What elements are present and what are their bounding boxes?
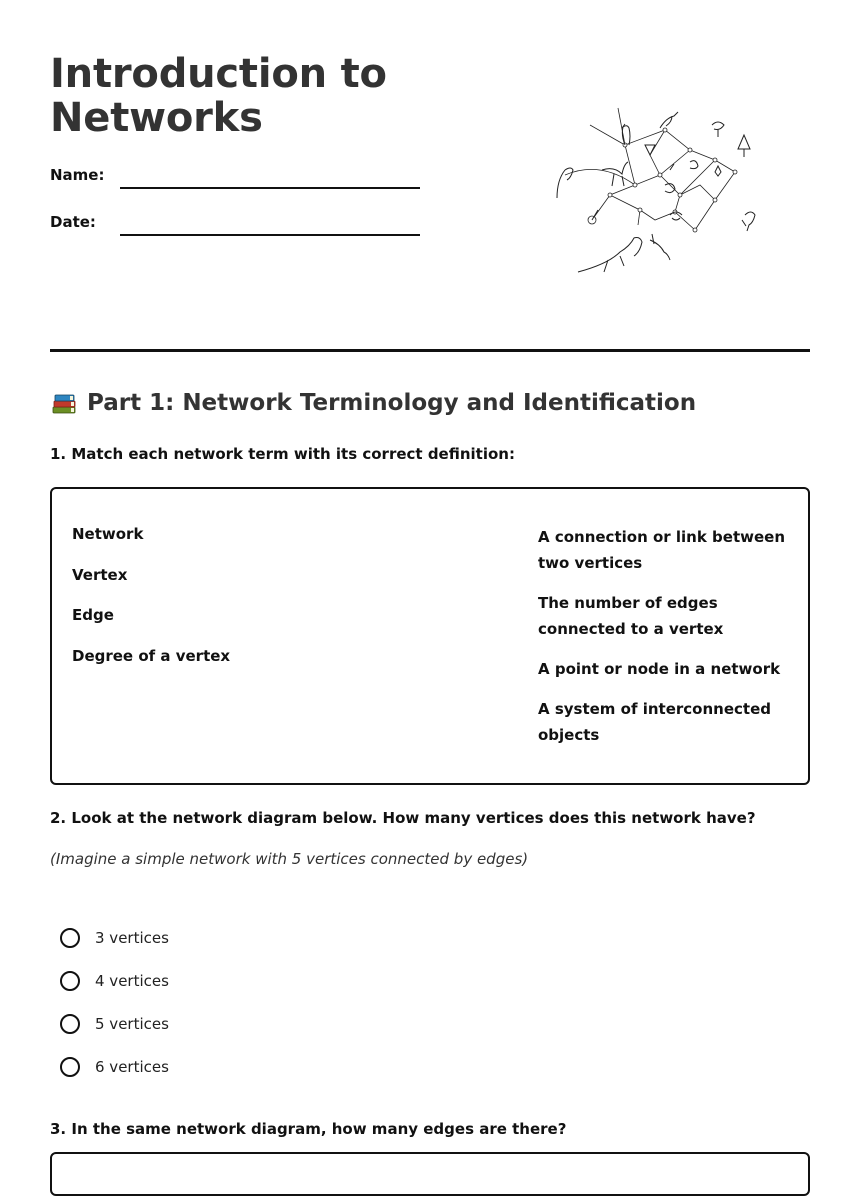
option-label: 3 vertices	[95, 928, 169, 947]
matching-box	[50, 487, 810, 785]
question-2-options	[60, 916, 169, 1088]
option-item[interactable]	[60, 1002, 169, 1045]
network-animals-illustration	[530, 100, 770, 285]
option-label: 5 vertices	[95, 1014, 169, 1033]
date-input-line[interactable]	[120, 234, 420, 236]
radio-button[interactable]	[60, 971, 80, 991]
definition-item[interactable]: A connection or link between two vertices	[538, 528, 786, 572]
option-label: 4 vertices	[95, 971, 169, 990]
definition-item[interactable]: The number of edges connected to a vertex	[538, 594, 724, 638]
date-label: Date:	[50, 213, 96, 231]
term-item[interactable]: Edge	[72, 606, 114, 624]
section-title: Part 1: Network Terminology and Identification	[87, 390, 697, 416]
option-item[interactable]	[60, 959, 169, 1002]
definition-item[interactable]: A system of interconnected objects	[538, 700, 771, 744]
radio-button[interactable]	[60, 1057, 80, 1077]
question-2-prompt: 2. Look at the network diagram below. How many vertices does this network have?	[50, 809, 756, 827]
section-heading	[50, 389, 696, 417]
radio-button[interactable]	[60, 928, 80, 948]
books-icon	[50, 389, 78, 417]
term-item[interactable]: Network	[72, 525, 144, 543]
name-label: Name:	[50, 166, 105, 184]
terms-list	[72, 524, 230, 686]
section-divider	[50, 349, 810, 352]
worksheet-title: Introduction to Networks	[50, 51, 387, 141]
term-item[interactable]: Degree of a vertex	[72, 646, 231, 665]
option-item[interactable]	[60, 916, 169, 959]
term-item[interactable]: Vertex	[72, 565, 128, 584]
question-2-hint: (Imagine a simple network with 5 vertices connected by edges)	[50, 850, 529, 868]
option-label: 6 vertices	[95, 1057, 169, 1076]
question-3-answer-box[interactable]	[50, 1152, 810, 1196]
name-input-line[interactable]	[120, 187, 420, 189]
option-item[interactable]	[60, 1045, 169, 1088]
question-3-prompt: 3. In the same network diagram, how many edges are there?	[50, 1120, 567, 1138]
question-1-prompt: 1. Match each network term with its correct definition:	[50, 445, 515, 463]
definitions-list	[538, 524, 793, 762]
definition-item[interactable]: A point or node in a network	[538, 660, 781, 678]
radio-button[interactable]	[60, 1014, 80, 1034]
